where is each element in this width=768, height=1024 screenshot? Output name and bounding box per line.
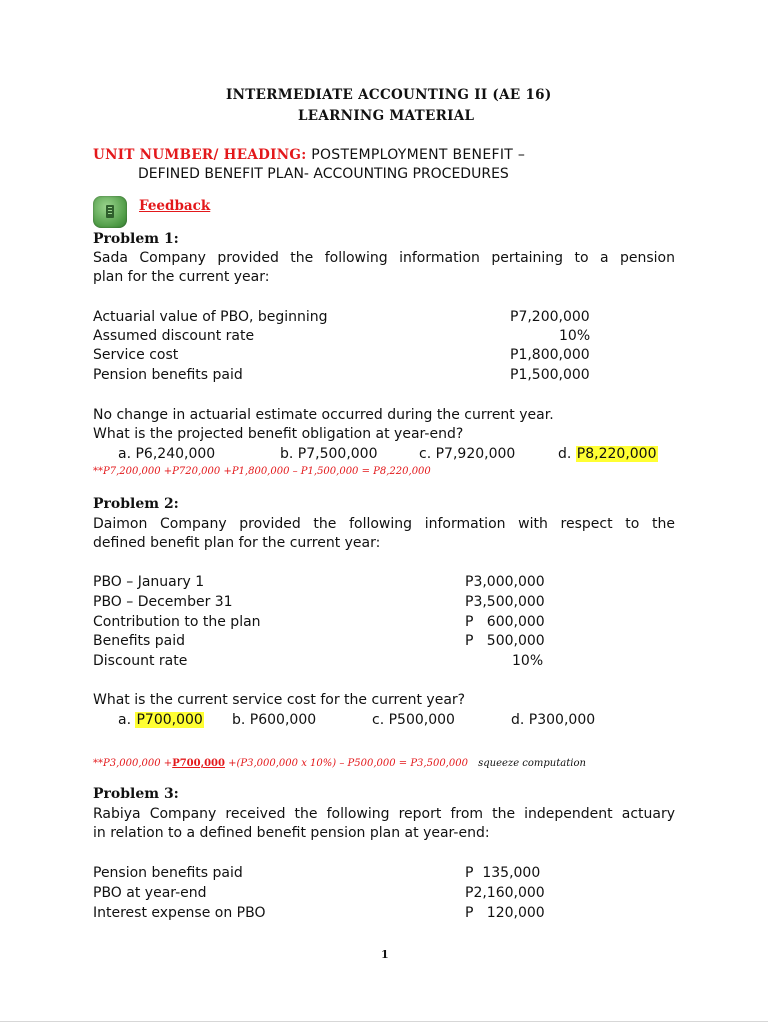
problem-1-row-value: 10%	[559, 328, 591, 344]
unit-heading-text: POSTEMPLOYMENT BENEFIT –	[306, 147, 526, 163]
feedback-link[interactable]: Feedback	[139, 198, 211, 214]
unit-heading	[93, 147, 525, 163]
problem-2-row-label: Discount rate	[93, 653, 188, 669]
problem-1-question: What is the projected benefit obligation at year-end?	[93, 426, 464, 442]
problem-2-choice-d: d. P300,000	[511, 712, 596, 728]
problem-3-intro-line-1: Rabiya Company received the following report from the independent actuary	[93, 806, 675, 822]
problem-3-row-label: Pension benefits paid	[93, 865, 243, 881]
problem-1-choice-c: c. P7,920,000	[419, 446, 516, 462]
problem-3-row-label: Interest expense on PBO	[93, 905, 266, 921]
problem-3-row-value: P2,160,000	[465, 885, 545, 901]
problem-1-row-label: Service cost	[93, 347, 179, 363]
problem-2-choice-b: b. P600,000	[232, 712, 317, 728]
problem-1-solution: **P7,200,000 +P720,000 +P1,800,000 – P1,500,000 = P8,220,000	[93, 466, 431, 477]
problem-2-choice-a: a. P700,000	[118, 712, 203, 728]
problem-2-row-value: P3,500,000	[465, 594, 545, 610]
correct-answer-highlight: P700,000	[136, 712, 203, 728]
problem-2-row-label: Contribution to the plan	[93, 614, 261, 630]
problem-1-row-value: P1,500,000	[510, 367, 590, 383]
unit-heading-text-2: DEFINED BENEFIT PLAN- ACCOUNTING PROCEDURES	[138, 166, 509, 182]
problem-2-row-label: PBO – December 31	[93, 594, 233, 610]
feedback-document-icon[interactable]	[93, 196, 127, 228]
problem-1-row-label: Pension benefits paid	[93, 367, 243, 383]
problem-2-row-label: PBO – January 1	[93, 574, 205, 590]
problem-1-intro-line-1: Sada Company provided the following information pertaining to a pension	[93, 250, 675, 266]
problem-3-row-value: P 135,000	[465, 865, 541, 881]
problem-2-row-value: 10%	[512, 653, 544, 669]
problem-1-row-value: P7,200,000	[510, 309, 590, 325]
problem-2-row-value: P 600,000	[465, 614, 545, 630]
problem-2-intro-line-1: Daimon Company provided the following information with respect to the	[93, 516, 675, 532]
problem-2-intro-line-2: defined benefit plan for the current year:	[93, 535, 381, 551]
problem-1-intro-line-2: plan for the current year:	[93, 269, 270, 285]
problem-2-title: Problem 2:	[93, 496, 179, 512]
problem-1-choice-a: a. P6,240,000	[118, 446, 216, 462]
problem-2-row-value: P 500,000	[465, 633, 545, 649]
problem-2-choice-c: c. P500,000	[372, 712, 455, 728]
unit-heading-label: UNIT NUMBER/ HEADING:	[93, 147, 307, 163]
problem-2-row-value: P3,000,000	[465, 574, 545, 590]
problem-1-row-label: Assumed discount rate	[93, 328, 255, 344]
problem-3-intro-line-2: in relation to a defined benefit pension plan at year-end:	[93, 825, 490, 841]
correct-answer-highlight: P8,220,000	[576, 446, 657, 462]
document-title: INTERMEDIATE ACCOUNTING II (AE 16)	[226, 87, 552, 103]
page-divider	[0, 1021, 768, 1022]
problem-2-question: What is the current service cost for the current year?	[93, 692, 466, 708]
page-number: 1	[381, 948, 389, 961]
problem-3-row-value: P 120,000	[465, 905, 545, 921]
problem-2-row-label: Benefits paid	[93, 633, 185, 649]
problem-1-row-label: Actuarial value of PBO, beginning	[93, 309, 328, 325]
problem-3-title: Problem 3:	[93, 786, 179, 802]
problem-2-solution: **P3,000,000 +P700,000 +(P3,000,000 x 10%) – P500,000 = P3,500,000 squeeze computation	[93, 758, 586, 769]
problem-1-text: No change in actuarial estimate occurred during the current year.	[93, 407, 554, 423]
problem-1-choice-d: d. P8,220,000	[558, 446, 657, 462]
problem-1-choice-b: b. P7,500,000	[280, 446, 378, 462]
document-subtitle: LEARNING MATERIAL	[298, 108, 475, 124]
problem-3-row-label: PBO at year-end	[93, 885, 207, 901]
problem-1-row-value: P1,800,000	[510, 347, 590, 363]
problem-1-title: Problem 1:	[93, 231, 179, 247]
